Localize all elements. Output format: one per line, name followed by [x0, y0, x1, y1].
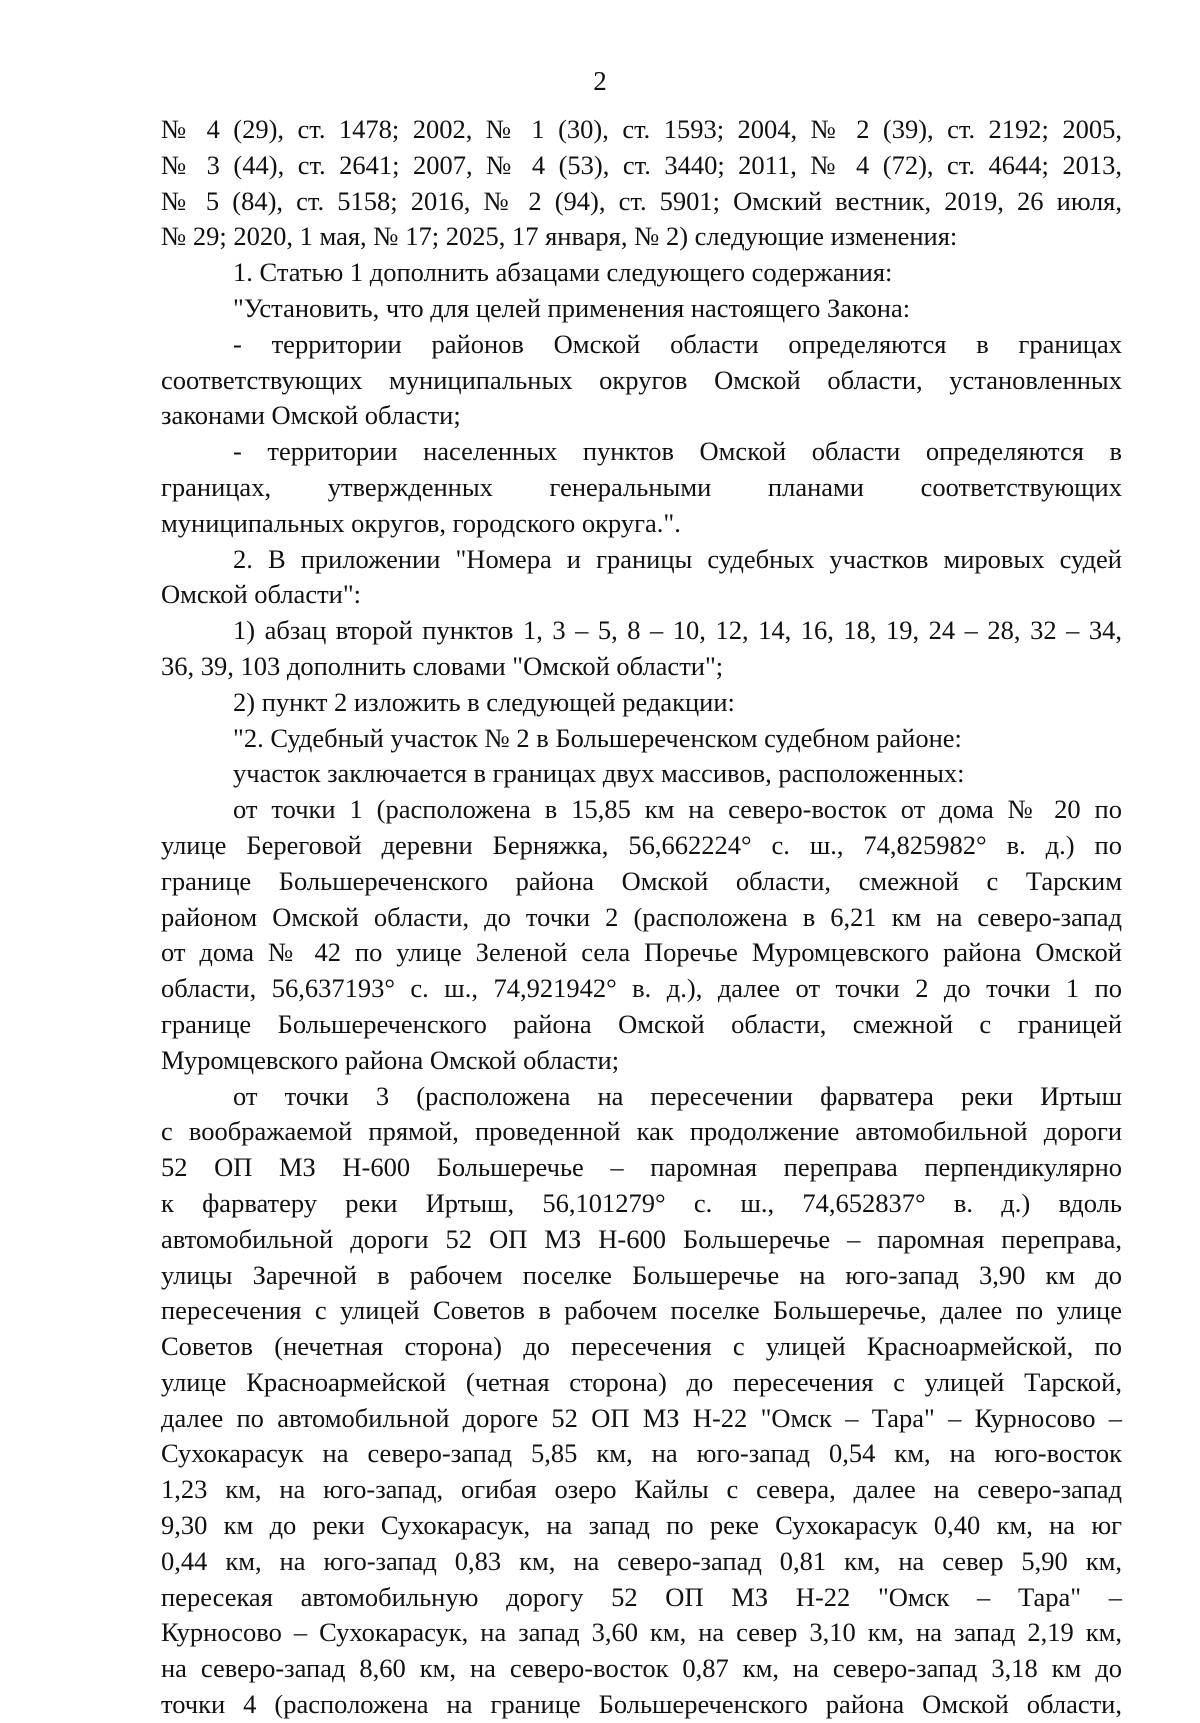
text-line: Курносово – Сухокарасук, на запад 3,60 км, на север 3,10 км, на запад 2,19 км, [161, 1617, 1122, 1648]
text-line: от точки 3 (расположена на пересечении фарватера реки Иртыш [233, 1080, 1122, 1111]
text-line: соответствующих муниципальных округов Омской области, установленных [161, 364, 1122, 395]
text-line: Омской области": [161, 579, 362, 610]
text-line: - территории населенных пунктов Омской области определяются в [233, 436, 1122, 467]
document-body [161, 112, 1122, 1723]
text-line: границах, утвержденных генеральными планами соответствующих [161, 471, 1122, 502]
text-line: к фарватеру реки Иртыш, 56,101279° с. ш., 74,652837° в. д.) вдоль [161, 1187, 1122, 1218]
text-line: 1) абзац второй пунктов 1, 3 – 5, 8 – 10, 12, 14, 16, 18, 19, 24 – 28, 32 – 34, [233, 615, 1122, 646]
text-line: законами Омской области; [161, 400, 461, 431]
text-line: районом Омской области, до точки 2 (расположена в 6,21 км на северо-запад [161, 901, 1122, 932]
text-line: улице Береговой деревни Берняжка, 56,662224° с. ш., 74,825982° в. д.) по [161, 829, 1122, 860]
text-line: № 4 (29), ст. 1478; 2002, № 1 (30), ст. 1593; 2004, № 2 (39), ст. 2192; 2005, [161, 114, 1122, 144]
text-line: 52 ОП МЗ Н-600 Большеречье – паромная переправа перпендикулярно [161, 1152, 1122, 1183]
text-line: 2. В приложении "Номера и границы судебных участков мировых судей [233, 543, 1122, 574]
text-line: № 29; 2020, 1 мая, № 17; 2025, 17 января, № 2) следующие изменения: [161, 221, 958, 252]
text-line: "2. Судебный участок № 2 в Большереченском судебном районе: [233, 722, 962, 753]
text-line: границе Большереченского района Омской области, смежной с Тарским [161, 865, 1122, 896]
text-line: - территории районов Омской области определяются в границах [233, 328, 1122, 359]
text-line: 1,23 км, на юго-запад, огибая озеро Кайлы с севера, далее на северо-запад [161, 1474, 1122, 1505]
text-line: 9,30 км до реки Сухокарасук, на запад по реке Сухокарасук 0,40 км, на юг [161, 1510, 1122, 1541]
text-line: улице Красноармейской (четная сторона) до пересечения с улицей Тарской, [161, 1366, 1122, 1397]
text-line: 1. Статью 1 дополнить абзацами следующего содержания: [233, 257, 893, 288]
text-line: 0,44 км, на юго-запад 0,83 км, на северо-запад 0,81 км, на север 5,90 км, [161, 1545, 1122, 1576]
text-line: Муромцевского района Омской области; [161, 1044, 620, 1075]
text-line: с воображаемой прямой, проведенной как продолжение автомобильной дороги [161, 1116, 1122, 1147]
text-line: от дома № 42 по улице Зеленой села Поречье Муромцевского района Омской [161, 937, 1122, 968]
text-line: точки 4 (расположена на границе Большереченского района Омской области, [161, 1689, 1122, 1720]
text-line: автомобильной дороги 52 ОП МЗ Н-600 Большеречье – паромная переправа, [161, 1223, 1122, 1254]
text-line: далее по автомобильной дороге 52 ОП МЗ Н-22 "Омск – Тара" – Курносово – [161, 1402, 1122, 1433]
text-line: № 3 (44), ст. 2641; 2007, № 4 (53), ст. 3440; 2011, № 4 (72), ст. 4644; 2013, [161, 149, 1122, 180]
text-line: "Установить, что для целей применения настоящего Закона: [233, 292, 911, 323]
text-line: Советов (нечетная сторона) до пересечения с улицей Красноармейской, по [161, 1331, 1122, 1362]
text-line: области, 56,637193° с. ш., 74,921942° в. д.), далее от точки 2 до точки 1 по [161, 973, 1122, 1004]
text-line: улицы Заречной в рабочем поселке Большеречье на юго-запад 3,90 км до [161, 1259, 1122, 1290]
text-line: № 5 (84), ст. 5158; 2016, № 2 (94), ст. 5901; Омский вестник, 2019, 26 июля, [161, 185, 1122, 216]
text-line: пересекая автомобильную дорогу 52 ОП МЗ Н-22 "Омск – Тара" – [161, 1581, 1122, 1612]
text-line: муниципальных округов, городского округа.". [161, 507, 681, 538]
text-line: 2) пункт 2 изложить в следующей редакции: [233, 686, 735, 717]
text-line: от точки 1 (расположена в 15,85 км на северо-восток от дома № 20 по [233, 794, 1122, 825]
text-line: границе Большереченского района Омской области, смежной с границей [161, 1008, 1122, 1039]
text-line: 36, 39, 103 дополнить словами "Омской области"; [161, 650, 724, 681]
text-line: участок заключается в границах двух массивов, расположенных: [233, 758, 965, 789]
page-number: 2 [593, 66, 607, 96]
text-line: на северо-запад 8,60 км, на северо-восток 0,87 км, на северо-запад 3,18 км до [161, 1653, 1122, 1684]
text-line: пересечения с улицей Советов в рабочем поселке Большеречье, далее по улице [161, 1295, 1122, 1326]
text-line: Сухокарасук на северо-запад 5,85 км, на юго-запад 0,54 км, на юго-восток [161, 1438, 1122, 1469]
